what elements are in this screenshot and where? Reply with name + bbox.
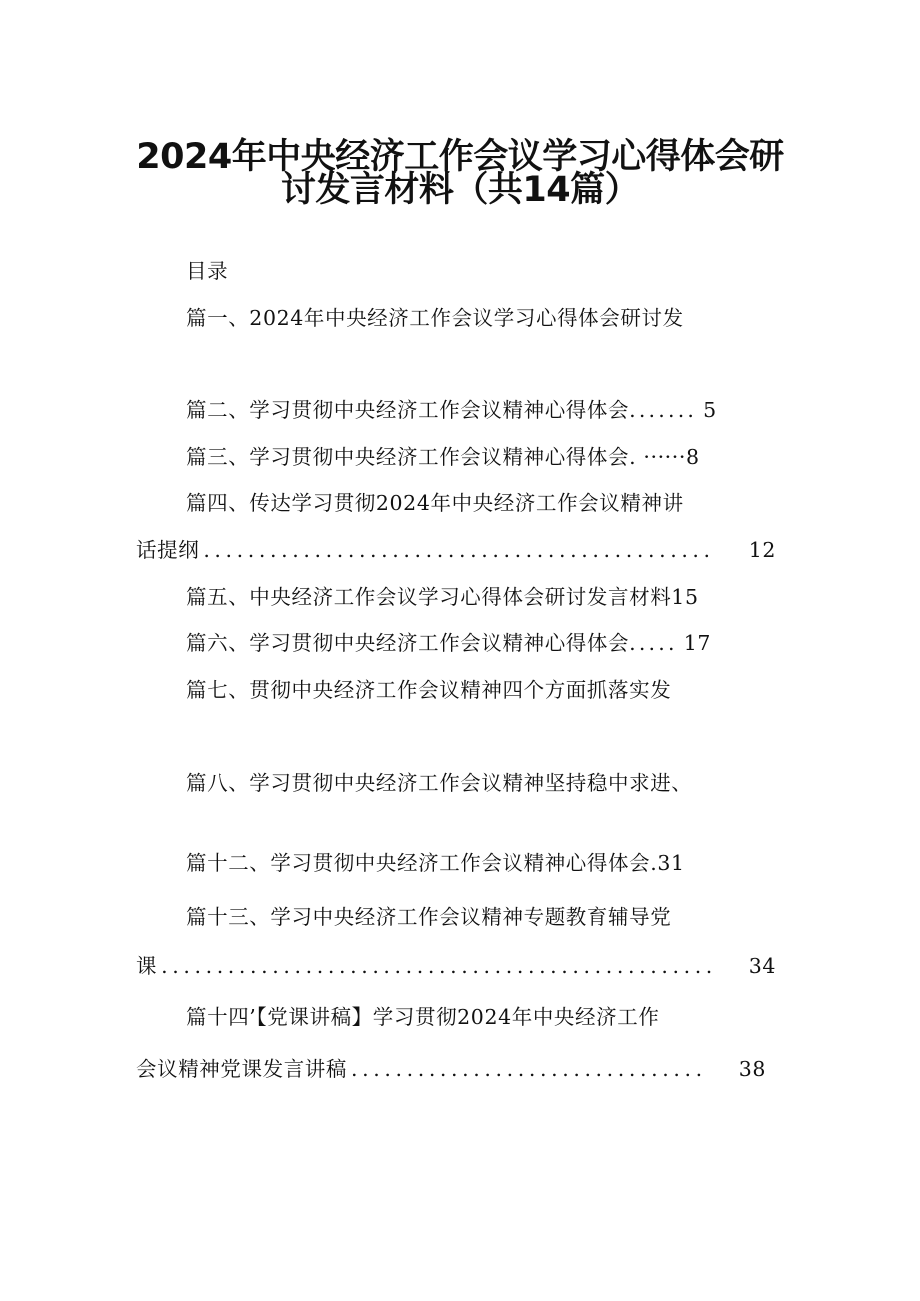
toc-entry-2-page: 5 xyxy=(703,398,717,422)
toc-entry-7: 篇七、贯彻中央经济工作会议精神四个方面抓落实发 xyxy=(186,678,672,702)
toc-entry-14-leader: ................................ xyxy=(351,1059,707,1080)
toc-entry-6 xyxy=(186,633,711,654)
toc-entry-14-continued xyxy=(136,1059,766,1080)
toc-entry-2-text: 篇二、学习贯彻中央经济工作会议精神心得体会 xyxy=(186,398,630,422)
toc-entry-4: 篇四、传达学习贯彻2024年中央经济工作会议精神讲 xyxy=(186,491,684,515)
toc-entry-6-leader: ..... xyxy=(629,633,678,654)
document-title-line-2: 讨发言材料（共14篇） xyxy=(280,170,640,210)
toc-entry-6-text: 篇六、学习贯彻中央经济工作会议精神心得体会 xyxy=(186,631,630,655)
toc-entry-14-page: 38 xyxy=(738,1057,766,1081)
toc-entry-3: 篇三、学习贯彻中央经济工作会议精神心得体会. ······8 xyxy=(186,445,700,469)
toc-entry-13-continued-text: 课 xyxy=(136,954,158,978)
toc-entry-2 xyxy=(186,400,764,421)
toc-entry-5: 篇五、中央经济工作会议学习心得体会研讨发言材料15 xyxy=(186,585,699,609)
toc-entry-4-page: 12 xyxy=(748,538,776,562)
toc-entry-8: 篇八、学习贯彻中央经济工作会议精神坚持稳中求进、 xyxy=(186,771,693,795)
toc-heading: 目录 xyxy=(186,259,229,283)
toc-entry-4-leader: .............................................. xyxy=(203,540,715,561)
document-title-line-1: 2024年中央经济工作会议学习心得体会研 xyxy=(136,137,784,177)
toc-entry-4-continued xyxy=(136,540,776,561)
toc-entry-13-continued xyxy=(136,956,776,977)
toc-entry-14: 篇十四’【党课讲稿】学习贯彻2024年中央经济工作 xyxy=(186,1005,660,1029)
toc-entry-4-continued-text: 话提纲 xyxy=(136,538,200,562)
toc-entry-6-page: 17 xyxy=(683,631,711,655)
toc-entry-1: 篇一、2024年中央经济工作会议学习心得体会研讨发 xyxy=(186,306,684,330)
toc-entry-14-continued-text: 会议精神党课发言讲稿 xyxy=(136,1057,347,1081)
toc-entry-2-leader: ....... xyxy=(629,400,698,421)
toc-entry-13-leader: .................................................. xyxy=(161,956,717,977)
toc-entry-12: 篇十二、学习贯彻中央经济工作会议精神心得体会.31 xyxy=(186,851,685,875)
toc-entry-13: 篇十三、学习中央经济工作会议精神专题教育辅导党 xyxy=(186,905,672,929)
toc-entry-13-page: 34 xyxy=(748,954,776,978)
